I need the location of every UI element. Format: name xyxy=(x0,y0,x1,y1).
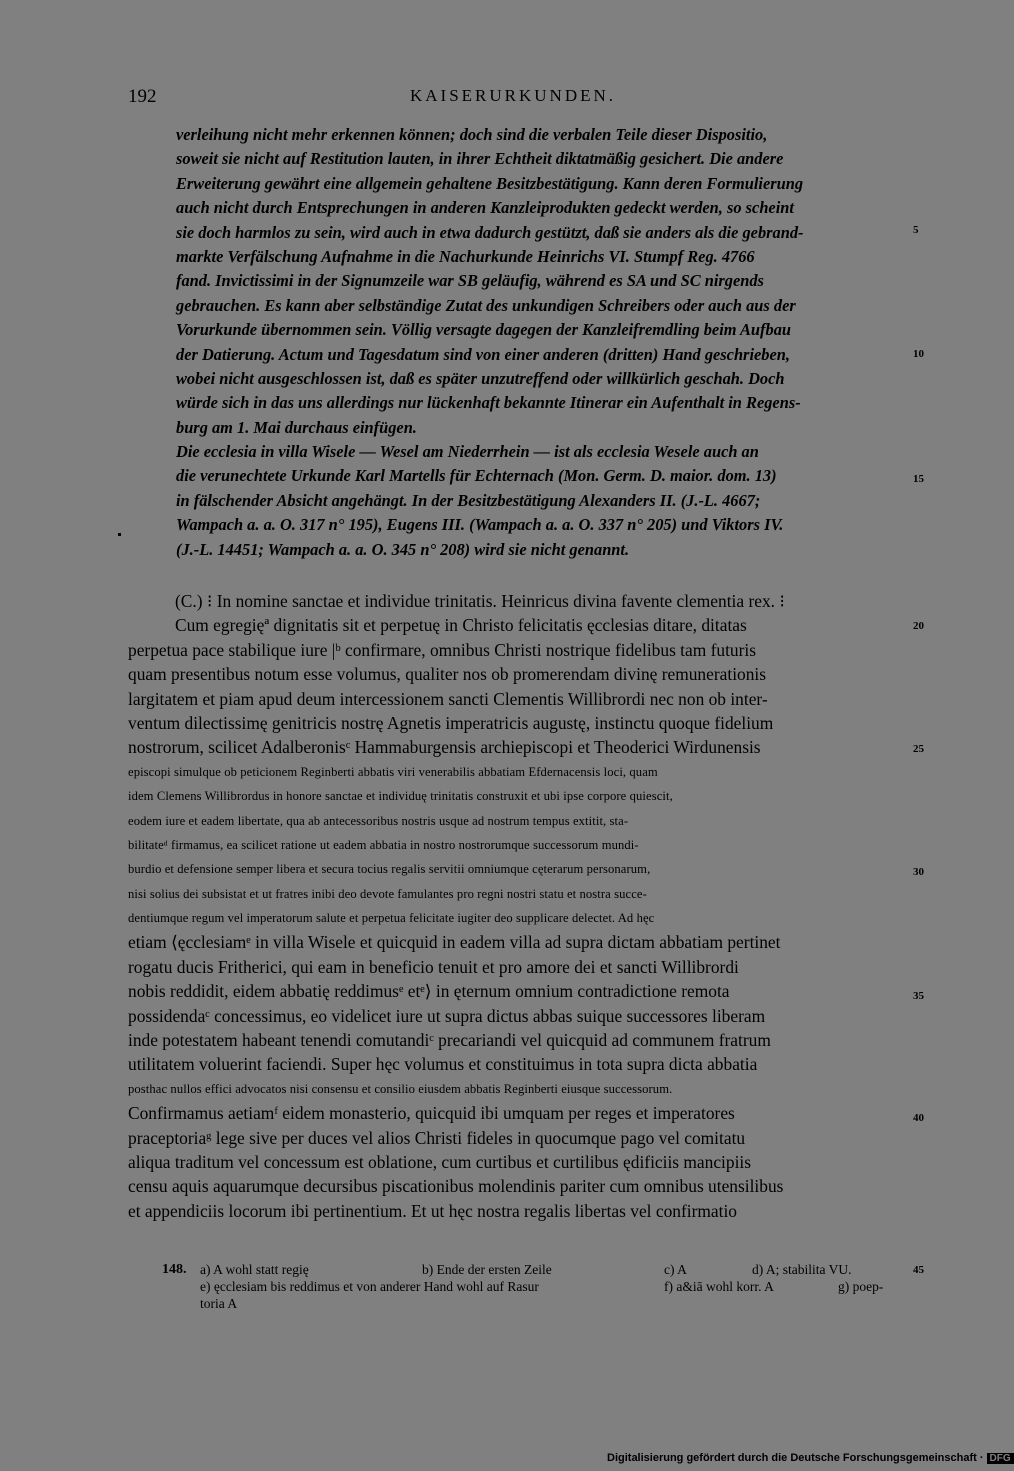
charter-line: aliqua traditum vel concessum est oblatione, cum curtibus et curtilibus ędificiis mancipiis xyxy=(128,1151,752,1172)
footer-credit xyxy=(607,1452,1014,1464)
charter-line: ventum dilectissimę genitricis nostrę Agnetis imperatricis augustę, instinctu quoque fidelium xyxy=(128,712,774,733)
ink-speck xyxy=(118,533,121,536)
footnote-c: c) A xyxy=(664,1262,687,1277)
commentary-line: Die ecclesia in villa Wisele — Wesel am Niederrhein — ist als ecclesia Wesele auch an xyxy=(176,442,759,462)
charter-line: utilitatem voluerint faciendi. Super hęc volumus et constituimus in tota supra dicta abbatia xyxy=(128,1054,758,1075)
commentary-text xyxy=(176,123,899,562)
commentary-line: fand. Invictissimi in der Signumzeile war SB geläufig, während es SA und SC nirgends xyxy=(176,271,764,291)
footnote-a: a) A wohl statt regię xyxy=(200,1262,309,1277)
line-number: 5 xyxy=(913,224,919,236)
charter-line: nobis reddidit, eidem abbatię reddimusᵉ etᵉ⟩ in ęternum omnium contradictione remota xyxy=(128,981,730,1002)
charter-line: burdio et defensione semper libera et secura tocius regalis servitii omniumque cęterarum personarum, xyxy=(128,862,651,877)
commentary-line: verleihung nicht mehr erkennen können; doch sind die verbalen Teile dieser Dispositio, xyxy=(176,125,768,144)
charter-line: bilitateᵈ firmamus, ea scilicet ratione ut eadem abbatia in nostro nostrorumque successorum mundi- xyxy=(128,837,639,852)
footer-text: Digitalisierung gefördert durch die Deutsche Forschungsgemeinschaft · xyxy=(607,1452,984,1464)
commentary-line: in fälschender Absicht angehängt. In der Besitzbestätigung Alexanders II. (J.-L. 4667; xyxy=(176,490,761,510)
commentary-line: würde sich in das uns allerdings nur lückenhaft bekannte Itinerar ein Aufenthalt in Regens- xyxy=(176,393,801,413)
commentary-line: soweit sie nicht auf Restitution lauten, in ihrer Echtheit diktatmäßig gesichert. Die andere xyxy=(176,149,784,169)
charter-line: etiam ⟨ęcclesiamᵉ in villa Wisele et quicquid in eadem villa ad supra dictam abbatiam pertinet xyxy=(128,932,781,953)
charter-line: inde potestatem habeant tenendi comutandiᶜ precariandi vel quicquid ad communem fratrum xyxy=(128,1030,771,1051)
commentary-line: Wampach a. a. O. 317 n° 195), Eugens III. (Wampach a. a. O. 337 n° 205) und Viktors IV. xyxy=(176,515,784,535)
commentary-line: markte Verfälschung Aufnahme in die Nachurkunde Heinrichs VI. Stumpf Reg. 4766 xyxy=(176,246,755,266)
dfg-logo[interactable]: DFG xyxy=(987,1453,1014,1464)
charter-line: censu aquis aquarumque decursibus piscationibus molendinis pariter cum omnibus utensilibus xyxy=(128,1176,784,1197)
footnote-f: f) a&iā wohl korr. A xyxy=(664,1279,774,1294)
charter-line: Confirmamus aetiamᶠ eidem monasterio, quicquid ibi umquam per reges et imperatores xyxy=(128,1103,735,1124)
footnote-d: d) A; stabilita VU. xyxy=(752,1262,852,1277)
line-number: 25 xyxy=(913,743,924,755)
charter-line: praceptoriaᵍ lege sive per duces vel alios Christi fideles in quocumque pago vel comitatu xyxy=(128,1127,746,1148)
commentary-line: burg am 1. Mai durchaus einfügen. xyxy=(176,417,417,437)
charter-text xyxy=(128,589,899,1223)
line-number: 20 xyxy=(913,620,924,632)
footnote-b: b) Ende der ersten Zeile xyxy=(422,1262,552,1277)
footnotes xyxy=(162,1261,904,1312)
charter-line: largitatem et piam apud deum intercessionem sancti Clementis Willibrordi nec non ob inter- xyxy=(128,688,768,709)
line-number: 45 xyxy=(913,1264,924,1276)
line-number: 40 xyxy=(913,1112,924,1124)
page-number: 192 xyxy=(128,86,157,107)
charter-line: possidendaᶜ concessimus, eo videlicet iure ut supra dictus abbas suique successores liberam xyxy=(128,1005,766,1026)
commentary-line: auch nicht durch Entsprechungen in anderen Kanzleiprodukten gedeckt werden, so scheint xyxy=(176,198,794,218)
commentary-line: der Datierung. Actum und Tagesdatum sind von einer anderen (dritten) Hand geschrieben, xyxy=(176,344,790,364)
commentary-line: sie doch harmlos zu sein, wird auch in etwa dadurch gestützt, daß sie anders als die gebrand- xyxy=(176,222,804,242)
charter-line: et appendiciis locorum ibi pertinentium. Et ut hęc nostra regalis libertas vel confirmatio xyxy=(128,1200,737,1221)
commentary-line: Vorurkunde übernommen sein. Völlig versagte dagegen der Kanzleifremdling beim Aufbau xyxy=(176,320,792,340)
commentary-line: die verunechtete Urkunde Karl Martells für Echternach (Mon. Germ. D. maior. dom. 13) xyxy=(176,466,777,486)
line-number: 10 xyxy=(913,348,924,360)
commentary-line: gebrauchen. Es kann aber selbständige Zutat des unkundigen Schreibers oder auch aus der xyxy=(176,295,796,315)
charter-line: nisi solius dei subsistat et ut fratres inibi deo devote famulantes pro regni nostri statu et nostra succe- xyxy=(128,886,647,901)
commentary-line: Erweiterung gewährt eine allgemein gehaltene Besitzbestätigung. Kann deren Formulierung xyxy=(176,173,804,193)
charter-line: dentiumque regum vel imperatorum salute et perpetua felicitate iugiter deo supplicare delectet. Ad hęc xyxy=(128,911,655,926)
line-number: 35 xyxy=(913,990,924,1002)
footnote-number: 148. xyxy=(162,1262,187,1277)
charter-line: episcopi simulque ob peticionem Reginberti abbatis viri venerabilis abbatiam Efdernacensis loci, quam xyxy=(128,764,658,779)
commentary-line: wobei nicht ausgeschlossen ist, daß es später unzutreffend oder willkürlich geschah. Doch xyxy=(176,368,785,388)
charter-line: rogatu ducis Fritherici, qui eam in beneficio tenuit et pro amore dei et sancti Willibrordi xyxy=(128,956,739,977)
charter-line: (C.) ⁝ In nomine sanctae et individue trinitatis. Heinricus divina favente clementia rex. ⁝ xyxy=(175,591,785,611)
charter-line: posthac nullos effici advocatos nisi consensu et consilio eiusdem abbatis Reginberti eiusque successorum. xyxy=(128,1081,673,1096)
commentary-line: (J.-L. 14451; Wampach a. a. O. 345 n° 208) wird sie nicht genannt. xyxy=(176,539,630,559)
footnote-e: e) ęcclesiam bis reddimus et von anderer Hand wohl auf Rasur xyxy=(200,1279,539,1294)
line-number: 30 xyxy=(913,866,924,878)
charter-line: perpetua pace stabilique iure |ᵇ confirmare, omnibus Christi nostrique fidelibus tam futuris xyxy=(128,639,757,660)
page-header xyxy=(128,86,898,112)
running-title: KAISERURKUNDEN. xyxy=(409,86,617,105)
charter-line: eodem iure et eadem libertate, qua ab antecessoribus nostris usque ad nostrum tempus extitit, sta- xyxy=(128,813,629,828)
charter-line: Cum egregięª dignitatis sit et perpetuę in Christo felicitatis ęcclesias ditare, ditatas xyxy=(175,615,747,636)
footnote-g: g) poep- xyxy=(838,1279,884,1294)
charter-line: nostrorum, scilicet Adalberonisᶜ Hammaburgensis archiepiscopi et Theoderici Wirdunensis xyxy=(128,737,761,758)
line-number: 15 xyxy=(913,473,924,485)
footnote-g-continued: toria A xyxy=(200,1296,238,1311)
charter-line: quam presentibus notum esse volumus, qualiter nos ob promerendam divinę remunerationis xyxy=(128,664,767,685)
charter-line: idem Clemens Willibrordus in honore sanctae et individuę trinitatis construxit et ubi ipse corpore quiescit, xyxy=(128,789,673,804)
